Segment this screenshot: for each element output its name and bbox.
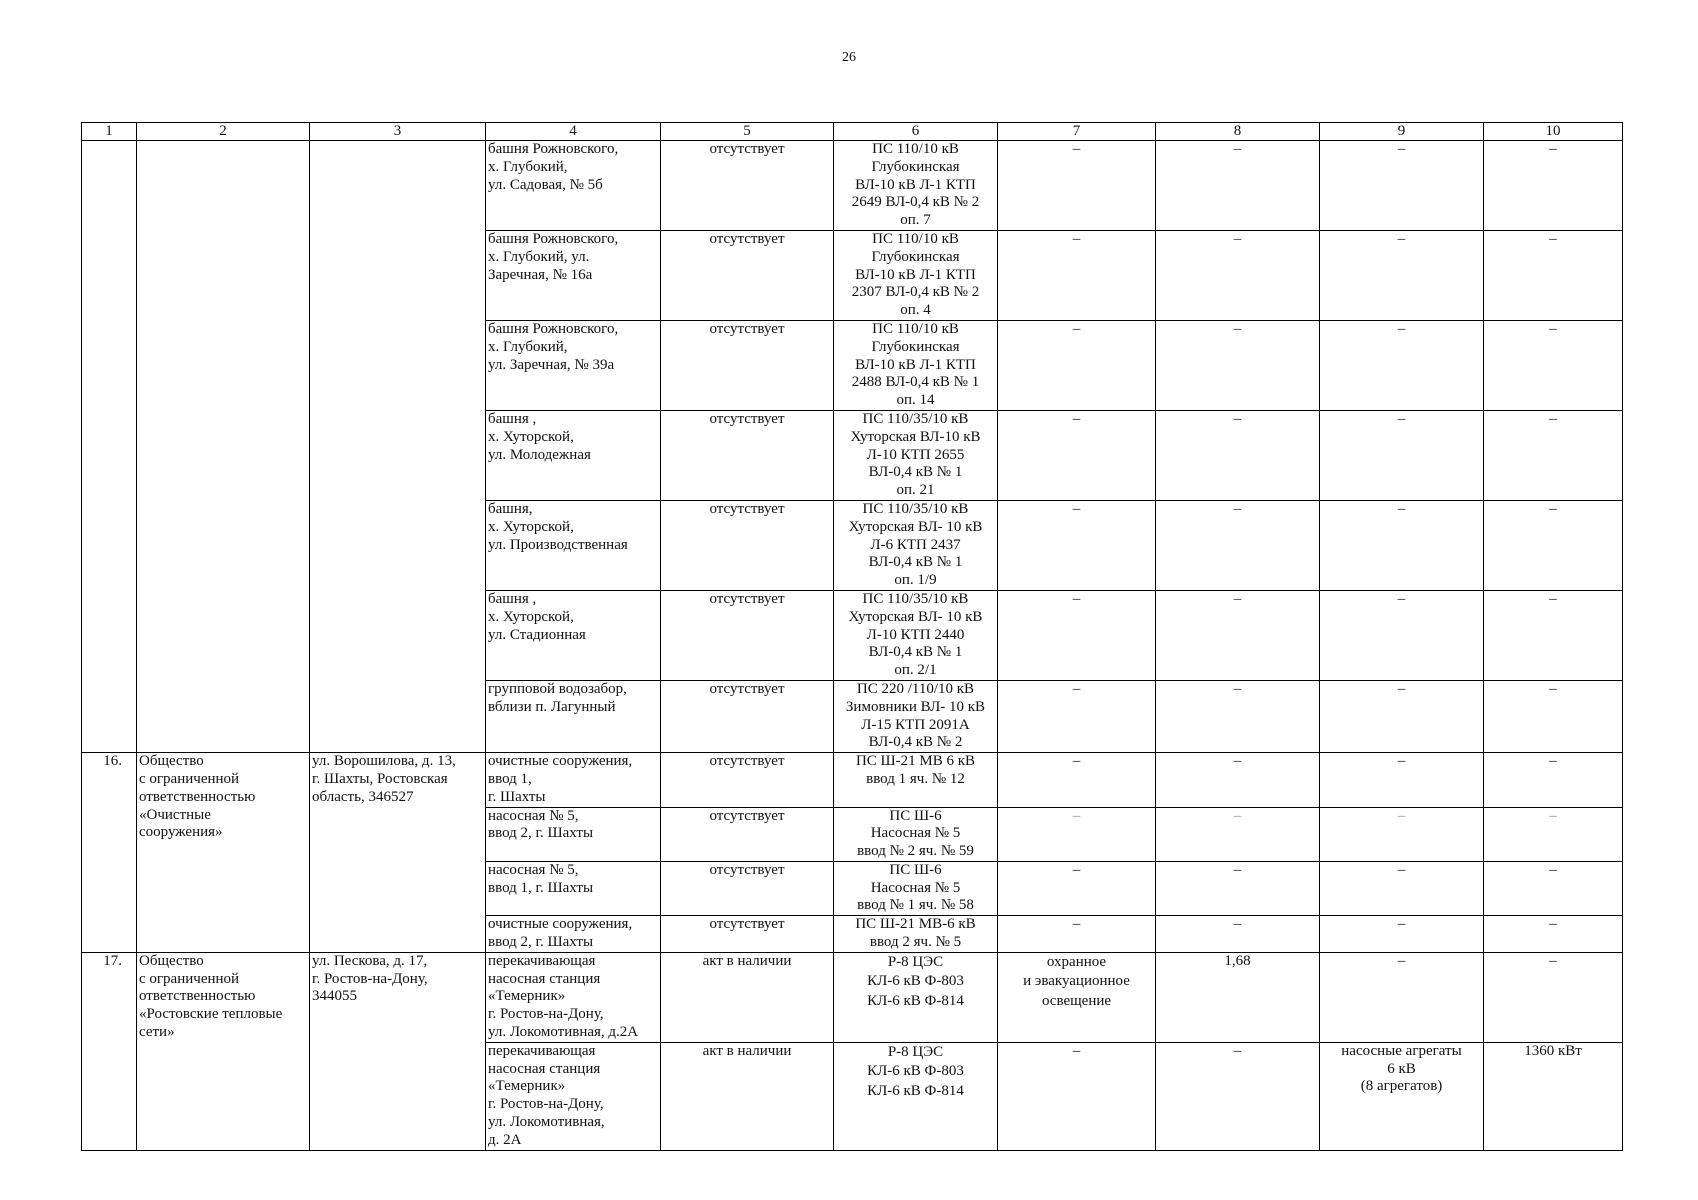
organization-name-cell: Общество с ограниченной ответственностью «Очистные сооружения»	[137, 753, 310, 953]
supply-source-cell: ПС 110/10 кВ Глубокинская ВЛ-10 кВ Л-1 КТП 2307 ВЛ-0,4 кВ № 2 оп. 4	[834, 231, 998, 321]
supply-source-cell: ПС 110/35/10 кВ Хуторская ВЛ- 10 кВ Л-6 КТП 2437 ВЛ-0,4 кВ № 1 оп. 1/9	[834, 500, 998, 590]
column-9-cell: –	[1320, 753, 1484, 807]
column-number: 3	[310, 123, 486, 141]
row-number-cell: 17.	[82, 952, 137, 1150]
column-7-cell: охранное и эвакуационное освещение	[998, 952, 1156, 1042]
column-9-cell: –	[1320, 680, 1484, 752]
column-7-cell: –	[998, 680, 1156, 752]
column-8-cell: –	[1156, 590, 1320, 680]
supply-source-cell: ПС Ш-6 Насосная № 5 ввод № 1 яч. № 58	[834, 861, 998, 915]
column-8-cell: –	[1156, 141, 1320, 231]
object-cell: башня Рожновского, х. Глубокий, ул. Садовая, № 5б	[486, 141, 661, 231]
column-number: 5	[661, 123, 834, 141]
object-cell: башня, х. Хуторской, ул. Производственная	[486, 500, 661, 590]
column-number: 6	[834, 123, 998, 141]
object-cell: перекачивающая насосная станция «Темерник» г. Ростов-на-Дону, ул. Локомотивная, д. 2А	[486, 1042, 661, 1150]
supply-source-cell: ПС Ш-21 МВ 6 кВ ввод 1 яч. № 12	[834, 753, 998, 807]
supply-source-cell: Р-8 ЦЭС КЛ-6 кВ Ф-803 КЛ-6 кВ Ф-814	[834, 952, 998, 1042]
column-7-cell: –	[998, 231, 1156, 321]
column-9-cell: –	[1320, 320, 1484, 410]
column-number-row	[82, 123, 1623, 141]
column-8-cell: –	[1156, 680, 1320, 752]
column-9-cell: –	[1320, 141, 1484, 231]
supply-source-cell: ПС 110/10 кВ Глубокинская ВЛ-10 кВ Л-1 КТП 2488 ВЛ-0,4 кВ № 1 оп. 14	[834, 320, 998, 410]
object-cell: башня , х. Хуторской, ул. Стадионная	[486, 590, 661, 680]
column-10-cell: –	[1484, 320, 1623, 410]
column-7-cell: –	[998, 141, 1156, 231]
act-status-cell: отсутствует	[661, 680, 834, 752]
act-status-cell: отсутствует	[661, 500, 834, 590]
column-9-cell: насосные агрегаты 6 кВ (8 агрегатов)	[1320, 1042, 1484, 1150]
column-9-cell: –	[1320, 500, 1484, 590]
column-7-cell: –	[998, 916, 1156, 953]
act-status-cell: отсутствует	[661, 807, 834, 861]
organization-address-cell: ул. Пескова, д. 17, г. Ростов-на-Дону, 344055	[310, 952, 486, 1150]
column-7-cell: –	[998, 590, 1156, 680]
column-7-cell: –	[998, 500, 1156, 590]
column-7-cell: –	[998, 807, 1156, 861]
column-7-cell: –	[998, 1042, 1156, 1150]
column-9-cell: –	[1320, 590, 1484, 680]
page-number: 26	[842, 50, 856, 65]
column-7-cell: –	[998, 861, 1156, 915]
object-cell: перекачивающая насосная станция «Темерник» г. Ростов-на-Дону, ул. Локомотивная, д.2А	[486, 952, 661, 1042]
table-row	[82, 141, 1623, 231]
column-7-cell: –	[998, 753, 1156, 807]
column-number: 4	[486, 123, 661, 141]
supply-source-cell: Р-8 ЦЭС КЛ-6 кВ Ф-803 КЛ-6 кВ Ф-814	[834, 1042, 998, 1150]
supply-source-cell: ПС 220 /110/10 кВ Зимовники ВЛ- 10 кВ Л-15 КТП 2091А ВЛ-0,4 кВ № 2	[834, 680, 998, 752]
column-9-cell: –	[1320, 807, 1484, 861]
column-10-cell: –	[1484, 680, 1623, 752]
column-8-cell: 1,68	[1156, 952, 1320, 1042]
column-10-cell: –	[1484, 141, 1623, 231]
column-7-cell: –	[998, 410, 1156, 500]
column-9-cell: –	[1320, 916, 1484, 953]
organization-address-cell: ул. Ворошилова, д. 13, г. Шахты, Ростовская область, 346527	[310, 753, 486, 953]
act-status-cell: акт в наличии	[661, 1042, 834, 1150]
act-status-cell: отсутствует	[661, 753, 834, 807]
power-supply-table	[81, 122, 1623, 1151]
column-number: 1	[82, 123, 137, 141]
object-cell: башня , х. Хуторской, ул. Молодежная	[486, 410, 661, 500]
column-10-cell: –	[1484, 753, 1623, 807]
column-8-cell: –	[1156, 410, 1320, 500]
column-10-cell: 1360 кВт	[1484, 1042, 1623, 1150]
object-cell: башня Рожновского, х. Глубокий, ул. Заречная, № 16а	[486, 231, 661, 321]
object-cell: групповой водозабор, вблизи п. Лагунный	[486, 680, 661, 752]
act-status-cell: отсутствует	[661, 410, 834, 500]
object-cell: очистные сооружения, ввод 1, г. Шахты	[486, 753, 661, 807]
organization-name-cell	[137, 141, 310, 753]
column-7-cell: –	[998, 320, 1156, 410]
act-status-cell: отсутствует	[661, 916, 834, 953]
column-number: 9	[1320, 123, 1484, 141]
act-status-cell: отсутствует	[661, 320, 834, 410]
table-row	[82, 753, 1623, 807]
column-8-cell: –	[1156, 500, 1320, 590]
column-number: 7	[998, 123, 1156, 141]
object-cell: насосная № 5, ввод 1, г. Шахты	[486, 861, 661, 915]
column-number: 2	[137, 123, 310, 141]
column-10-cell: –	[1484, 952, 1623, 1042]
organization-name-cell: Общество с ограниченной ответственностью «Ростовские тепловые сети»	[137, 952, 310, 1150]
object-cell: башня Рожновского, х. Глубокий, ул. Заречная, № 39а	[486, 320, 661, 410]
column-10-cell: –	[1484, 807, 1623, 861]
column-number: 8	[1156, 123, 1320, 141]
column-9-cell: –	[1320, 861, 1484, 915]
act-status-cell: отсутствует	[661, 861, 834, 915]
column-8-cell: –	[1156, 753, 1320, 807]
row-number-cell	[82, 141, 137, 753]
column-10-cell: –	[1484, 231, 1623, 321]
object-cell: очистные сооружения, ввод 2, г. Шахты	[486, 916, 661, 953]
column-10-cell: –	[1484, 861, 1623, 915]
column-8-cell: –	[1156, 1042, 1320, 1150]
column-9-cell: –	[1320, 410, 1484, 500]
column-10-cell: –	[1484, 590, 1623, 680]
table-row	[82, 952, 1623, 1042]
column-10-cell: –	[1484, 500, 1623, 590]
table-body	[82, 141, 1623, 1151]
supply-source-cell: ПС Ш-6 Насосная № 5 ввод № 2 яч. № 59	[834, 807, 998, 861]
column-9-cell: –	[1320, 952, 1484, 1042]
act-status-cell: отсутствует	[661, 231, 834, 321]
act-status-cell: акт в наличии	[661, 952, 834, 1042]
column-10-cell: –	[1484, 410, 1623, 500]
column-9-cell: –	[1320, 231, 1484, 321]
supply-source-cell: ПС 110/35/10 кВ Хуторская ВЛ-10 кВ Л-10 КТП 2655 ВЛ-0,4 кВ № 1 оп. 21	[834, 410, 998, 500]
column-8-cell: –	[1156, 807, 1320, 861]
supply-source-cell: ПС 110/35/10 кВ Хуторская ВЛ- 10 кВ Л-10 КТП 2440 ВЛ-0,4 кВ № 1 оп. 2/1	[834, 590, 998, 680]
column-8-cell: –	[1156, 320, 1320, 410]
column-8-cell: –	[1156, 231, 1320, 321]
object-cell: насосная № 5, ввод 2, г. Шахты	[486, 807, 661, 861]
column-8-cell: –	[1156, 916, 1320, 953]
row-number-cell: 16.	[82, 753, 137, 953]
column-number: 10	[1484, 123, 1623, 141]
column-10-cell: –	[1484, 916, 1623, 953]
act-status-cell: отсутствует	[661, 141, 834, 231]
act-status-cell: отсутствует	[661, 590, 834, 680]
column-8-cell: –	[1156, 861, 1320, 915]
organization-address-cell	[310, 141, 486, 753]
supply-source-cell: ПС Ш-21 МВ-6 кВ ввод 2 яч. № 5	[834, 916, 998, 953]
supply-source-cell: ПС 110/10 кВ Глубокинская ВЛ-10 кВ Л-1 КТП 2649 ВЛ-0,4 кВ № 2 оп. 7	[834, 141, 998, 231]
